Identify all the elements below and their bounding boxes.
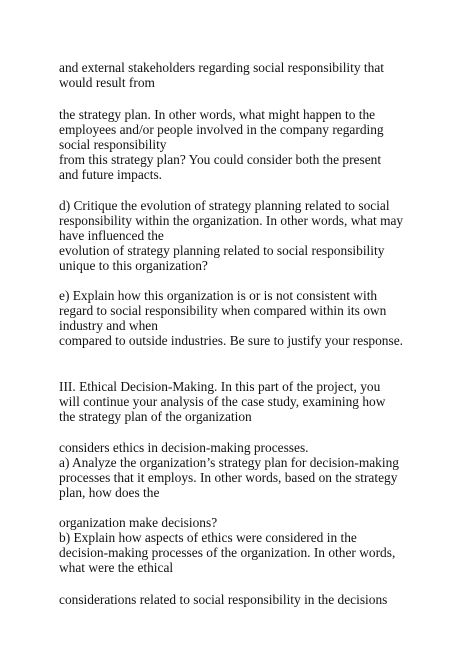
- text-line: from this strategy plan? You could consider both the present: [59, 152, 382, 167]
- text-line: organization make decisions?: [59, 515, 218, 530]
- text-line: regard to social responsibility when compared within its own: [59, 303, 387, 318]
- text-line: have influenced the: [59, 228, 164, 243]
- text-line: a) Analyze the organization’s strategy plan for decision-making: [59, 455, 399, 470]
- text-line: will continue your analysis of the case study, examining how: [59, 394, 386, 409]
- text-line: the strategy plan. In other words, what might happen to the: [59, 107, 376, 122]
- text-line: unique to this organization?: [59, 258, 208, 273]
- text-line: and external stakeholders regarding social responsibility that: [59, 60, 384, 75]
- text-line: industry and when: [59, 318, 158, 333]
- text-line: and future impacts.: [59, 167, 162, 182]
- text-line: b) Explain how aspects of ethics were considered in the: [59, 530, 357, 545]
- text-line: d) Critique the evolution of strategy planning related to social: [59, 198, 390, 213]
- text-line: III. Ethical Decision-Making. In this part of the project, you: [59, 379, 381, 394]
- text-line: considerations related to social responsibility in the decisions: [59, 592, 388, 607]
- text-line: evolution of strategy planning related to social responsibility: [59, 243, 385, 258]
- text-line: e) Explain how this organization is or is not consistent with: [59, 288, 378, 303]
- text-line: employees and/or people involved in the company regarding: [59, 122, 384, 137]
- text-line: compared to outside industries. Be sure to justify your response.: [59, 333, 404, 348]
- text-line: would result from: [59, 75, 155, 90]
- text-line: social responsibility: [59, 137, 167, 152]
- text-line: plan, how does the: [59, 485, 160, 500]
- text-line: what were the ethical: [59, 560, 174, 575]
- text-line: decision-making processes of the organization. In other words,: [59, 545, 396, 560]
- text-line: responsibility within the organization. In other words, what may: [59, 213, 404, 228]
- text-line: processes that it employs. In other words, based on the strategy: [59, 470, 398, 485]
- text-line: considers ethics in decision-making processes.: [59, 440, 309, 455]
- text-line: the strategy plan of the organization: [59, 409, 252, 424]
